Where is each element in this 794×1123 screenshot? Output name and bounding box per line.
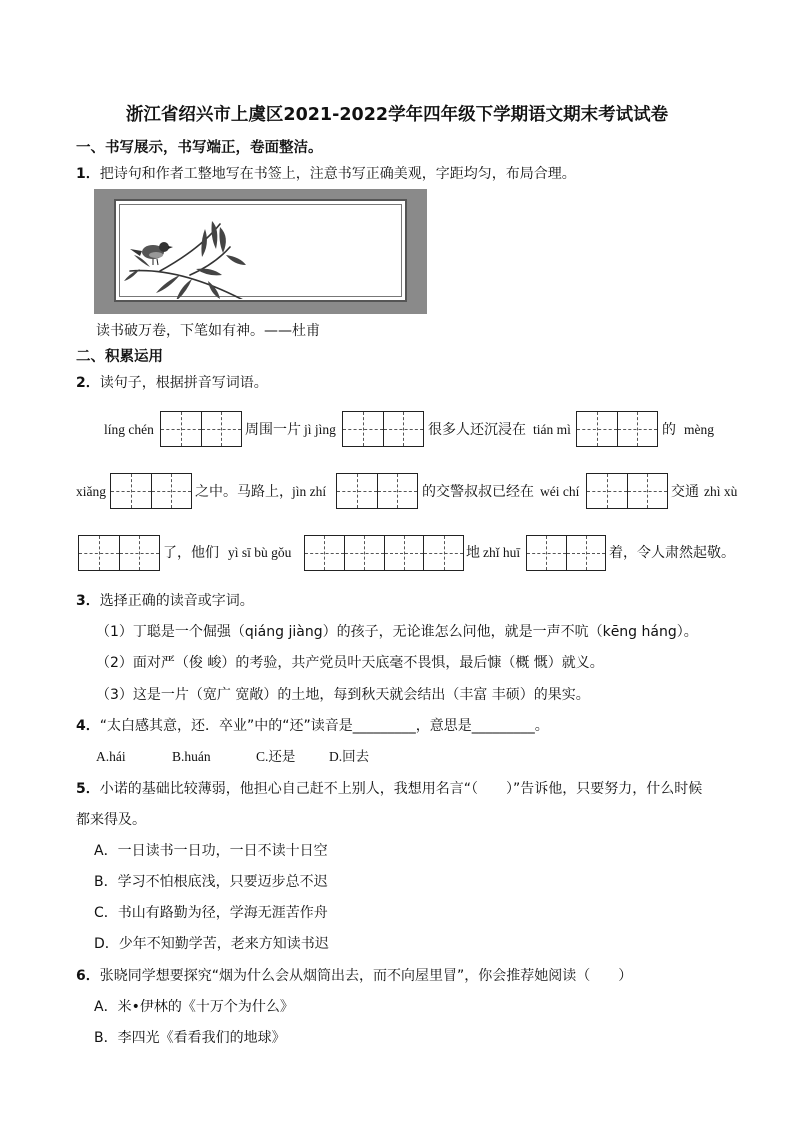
sentence-text: 了，他们 [163,545,219,561]
q3-item-3: （3）这是一片（宽广 宽敞）的土地，每到秋天就会结出（丰富 丰硕）的果实。 [96,687,590,703]
question-number: 6． [76,968,100,984]
answer-box-lingchen[interactable] [160,411,242,447]
answer-box-zhixu[interactable] [78,535,160,571]
pinyin-jijing: jì jìng [304,422,336,437]
sentence-text: 的交警叔叔已经在 [422,484,534,500]
answer-box-tianmi[interactable] [576,411,658,447]
question-5 [76,780,702,798]
question-text: 小诺的基础比较薄弱，他担心自己赶不上别人，我想用名言“（ ）”告诉他，只要努力，什么时候 [99,781,703,797]
pinyin-yisibugou: yì sī bù gǒu [228,545,292,560]
question-4 [76,717,549,735]
sentence-text: 的 [662,422,676,438]
answer-box-yisibugou[interactable] [304,535,464,571]
pinyin-weichi: wéi chí [540,484,580,499]
answer-box-jinzhi[interactable] [336,473,418,509]
q5-option-a[interactable]: A．一日读书一日功，一日不读十日空 [94,843,328,859]
question-text: 读句子，根据拼音写词语。 [99,375,268,391]
bird-icon [130,242,173,265]
pinyin-xiang: xiǎng [76,484,106,499]
pinyin-jinzhi: jìn zhí [292,484,327,499]
q4-option-b[interactable]: B.huán [172,749,211,764]
question-number: 4． [76,718,100,734]
pinyin-zhixu: zhì xù [704,484,738,499]
pinyin-zhihui: zhǐ huī [483,545,521,560]
pinyin-lingchen: líng chén [104,422,154,437]
answer-box-jijing[interactable] [342,411,424,447]
question-6 [76,967,632,985]
question-number: 3． [76,593,100,609]
section-2-heading: 二、积累运用 [76,349,163,365]
question-number: 1． [76,166,100,182]
q6-option-b[interactable]: B．李四光《看看我们的地球》 [94,1030,286,1046]
q6-option-a[interactable]: A．米•伊林的《十万个为什么》 [94,999,294,1015]
pinyin-tianmi: tián mì [533,422,571,437]
q5-option-b[interactable]: B．学习不怕根底浅，只要迈步总不迟 [94,874,328,890]
q5-option-c[interactable]: C．书山有路勤为径，学海无涯苦作舟 [94,905,328,921]
exam-title: 浙江省绍兴市上虞区2021-2022学年四年级下学期语文期末考试试卷 [125,105,669,125]
bird-bamboo-illustration [120,209,270,299]
bookmark-writing-area [114,199,407,302]
sentence-text: 周围一片 [245,422,301,438]
q4-option-c[interactable]: C.还是 [256,749,296,764]
question-5-continued: 都来得及。 [76,812,146,828]
section-1-heading: 一、书写展示，书写端正，卷面整洁。 [76,140,323,156]
sentence-text: 之中。马路上， [195,484,293,500]
question-1 [76,165,576,183]
sentence-text: 交通 [671,484,699,500]
pinyin-meng: mèng [684,422,714,437]
question-text: “太白感其意，还．卒业”中的“还”读音是_________，意思是_________。 [99,718,549,734]
q3-item-2: （2）面对严（俊 峻）的考验，共产党员叶天底毫不畏惧，最后慷（概 慨）就义。 [96,655,604,671]
sentence-text: 着，令人肃然起敬。 [609,545,735,561]
question-number: 2． [76,375,100,391]
bookmark-image [94,189,427,314]
question-text: 选择正确的读音或字词。 [99,593,254,609]
question-2 [76,374,268,392]
sentence-text: 很多人还沉浸在 [428,422,526,438]
question-number: 5． [76,781,100,797]
q4-option-a[interactable]: A.hái [96,749,126,764]
answer-box-weichi[interactable] [586,473,668,509]
question-3 [76,592,254,610]
answer-box-zhihui[interactable] [526,535,606,571]
q4-option-d[interactable]: D.回去 [329,749,370,764]
sentence-text: 地 [466,545,480,561]
poem-line: 读书破万卷，下笔如有神。——杜甫 [96,323,320,339]
answer-box-mengxiang[interactable] [110,473,192,509]
question-text: 把诗句和作者工整地写在书签上，注意书写正确美观，字距均匀，布局合理。 [99,166,576,182]
q3-item-1: （1）丁聪是一个倔强（qiáng jiàng）的孩子，无论谁怎么问他，就是一声不吭（kēng háng）。 [96,624,698,640]
question-text: 张晓同学想要探究“烟为什么会从烟筒出去，而不向屋里冒”，你会推荐她阅读（ ） [99,968,633,984]
q5-option-d[interactable]: D．少年不知勤学苦，老来方知读书迟 [94,936,329,952]
